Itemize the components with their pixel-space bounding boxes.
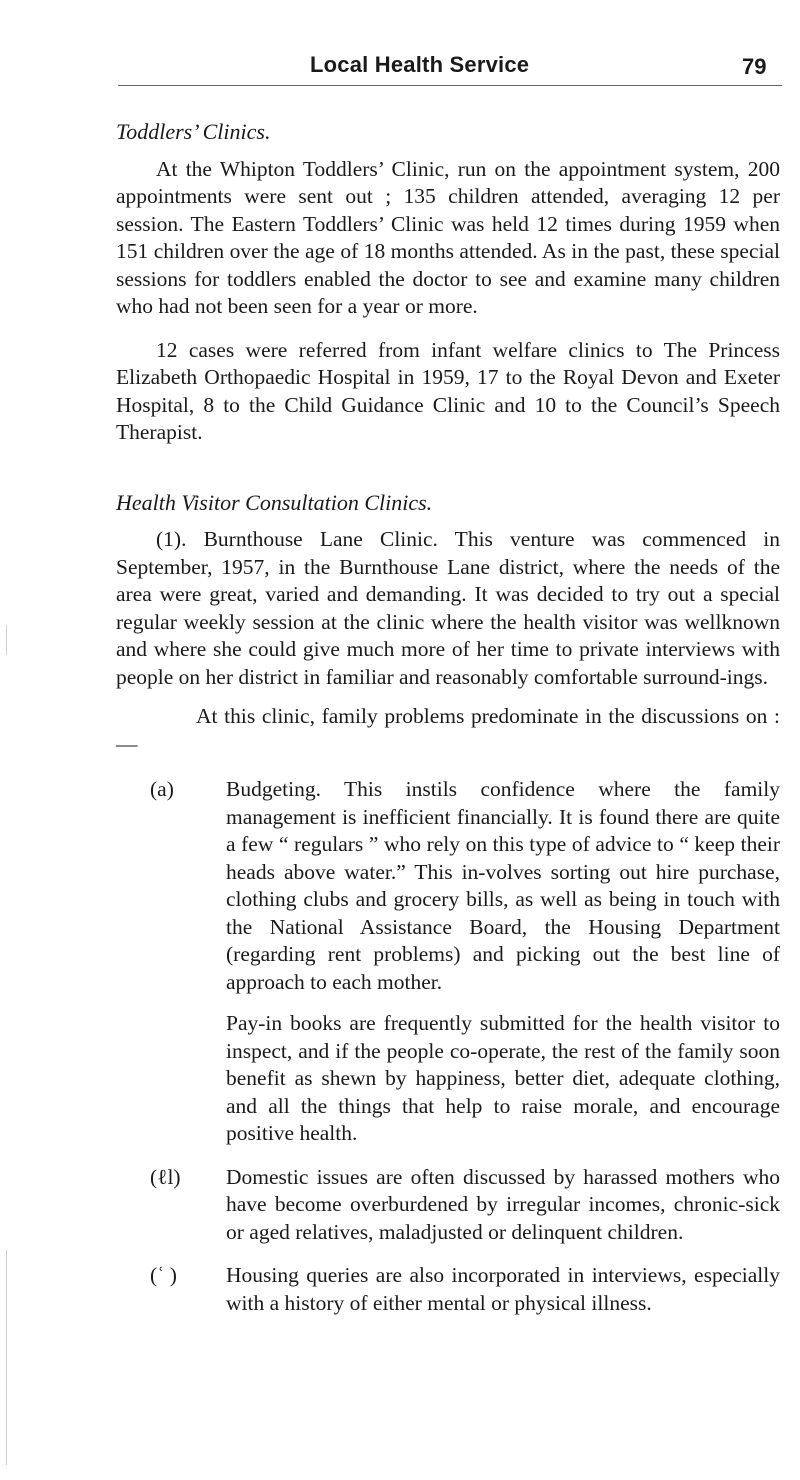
discussion-topics-list [116, 776, 780, 1317]
page-header [0, 52, 800, 92]
list-item-budgeting [116, 776, 780, 1148]
paragraph: 12 cases were referred from infant welfare clinics to The Princess Elizabeth Orthopaedic Hospital in 1959, 17 to the Royal Devon and Exeter Hospital, 8 to the Child Guidance Clinic and 10 to the Council’s Speech Therapist. [116, 337, 780, 444]
paragraph: (1). Burnthouse Lane Clinic. This venture was commenced in September, 1957, in the Burnthouse Lane district, where the needs of the area were great, varied and demanding. It was decided to try out a special regular weekly session at the clinic where the health visitor was wellknown and where she could give much more of her time to private interviews with people on her district in familiar and reasonably comfortable surround-ings. [116, 527, 780, 689]
list-item-housing [116, 1262, 780, 1317]
list-item-label: (a) [150, 777, 174, 801]
page-body [116, 118, 780, 1333]
section-heading-toddlers: Toddlers’ Clinics. [116, 119, 271, 144]
section-heading-health-visitor: Health Visitor Consultation Clinics. [116, 489, 433, 515]
list-item-label: (ℓl) [150, 1164, 181, 1189]
paragraph: At this clinic, family problems predominate in the discussions on :— [116, 704, 780, 756]
list-item-text: Housing queries are also incorporated in interviews, especially with a history of either mental or physical illness. [226, 1263, 780, 1315]
list-item-domestic [116, 1164, 780, 1247]
header-rule [118, 85, 782, 86]
list-item-text: Pay-in books are frequently submitted for the health visitor to inspect, and if the people co-operate, the rest of the family soon benefit as shewn by happiness, better diet, adequate clothing, and all the things that help to raise morale, and encourage positive health. [226, 1011, 780, 1145]
page-number: 79 [742, 54, 767, 79]
running-title: Local Health Service [310, 52, 530, 77]
margin-mark [6, 1250, 7, 1465]
list-item-label: (ʿ ) [150, 1263, 177, 1287]
margin-mark [6, 625, 7, 655]
list-item-text: Budgeting. This instils confidence where the family management is inefficient financially. It is found there are quite a few “ regulars ” who rely on this type of advice to “ keep their heads above water.” This in-volves sorting out hire purchase, clothing clubs and grocery bills, as well as being in touch with the National Assistance Board, the Housing Department (regarding rent problems) and picking out the best line of approach to each mother. [226, 777, 780, 994]
paragraph: At the Whipton Toddlers’ Clinic, run on the appointment system, 200 appointments were sent out ; 135 children attended, averaging 12 per session. The Eastern Toddlers’ Clinic was held 12 times during 1959 when 151 children over the age of 18 months attended. As in the past, these special sessions for toddlers enabled the doctor to see and examine many children who had not been seen for a year or more. [116, 156, 780, 318]
list-item-text: Domestic issues are often discussed by harassed mothers who have become overburdened by irregular incomes, chronic-sick or aged relatives, maladjusted or delinquent children. [226, 1164, 780, 1244]
